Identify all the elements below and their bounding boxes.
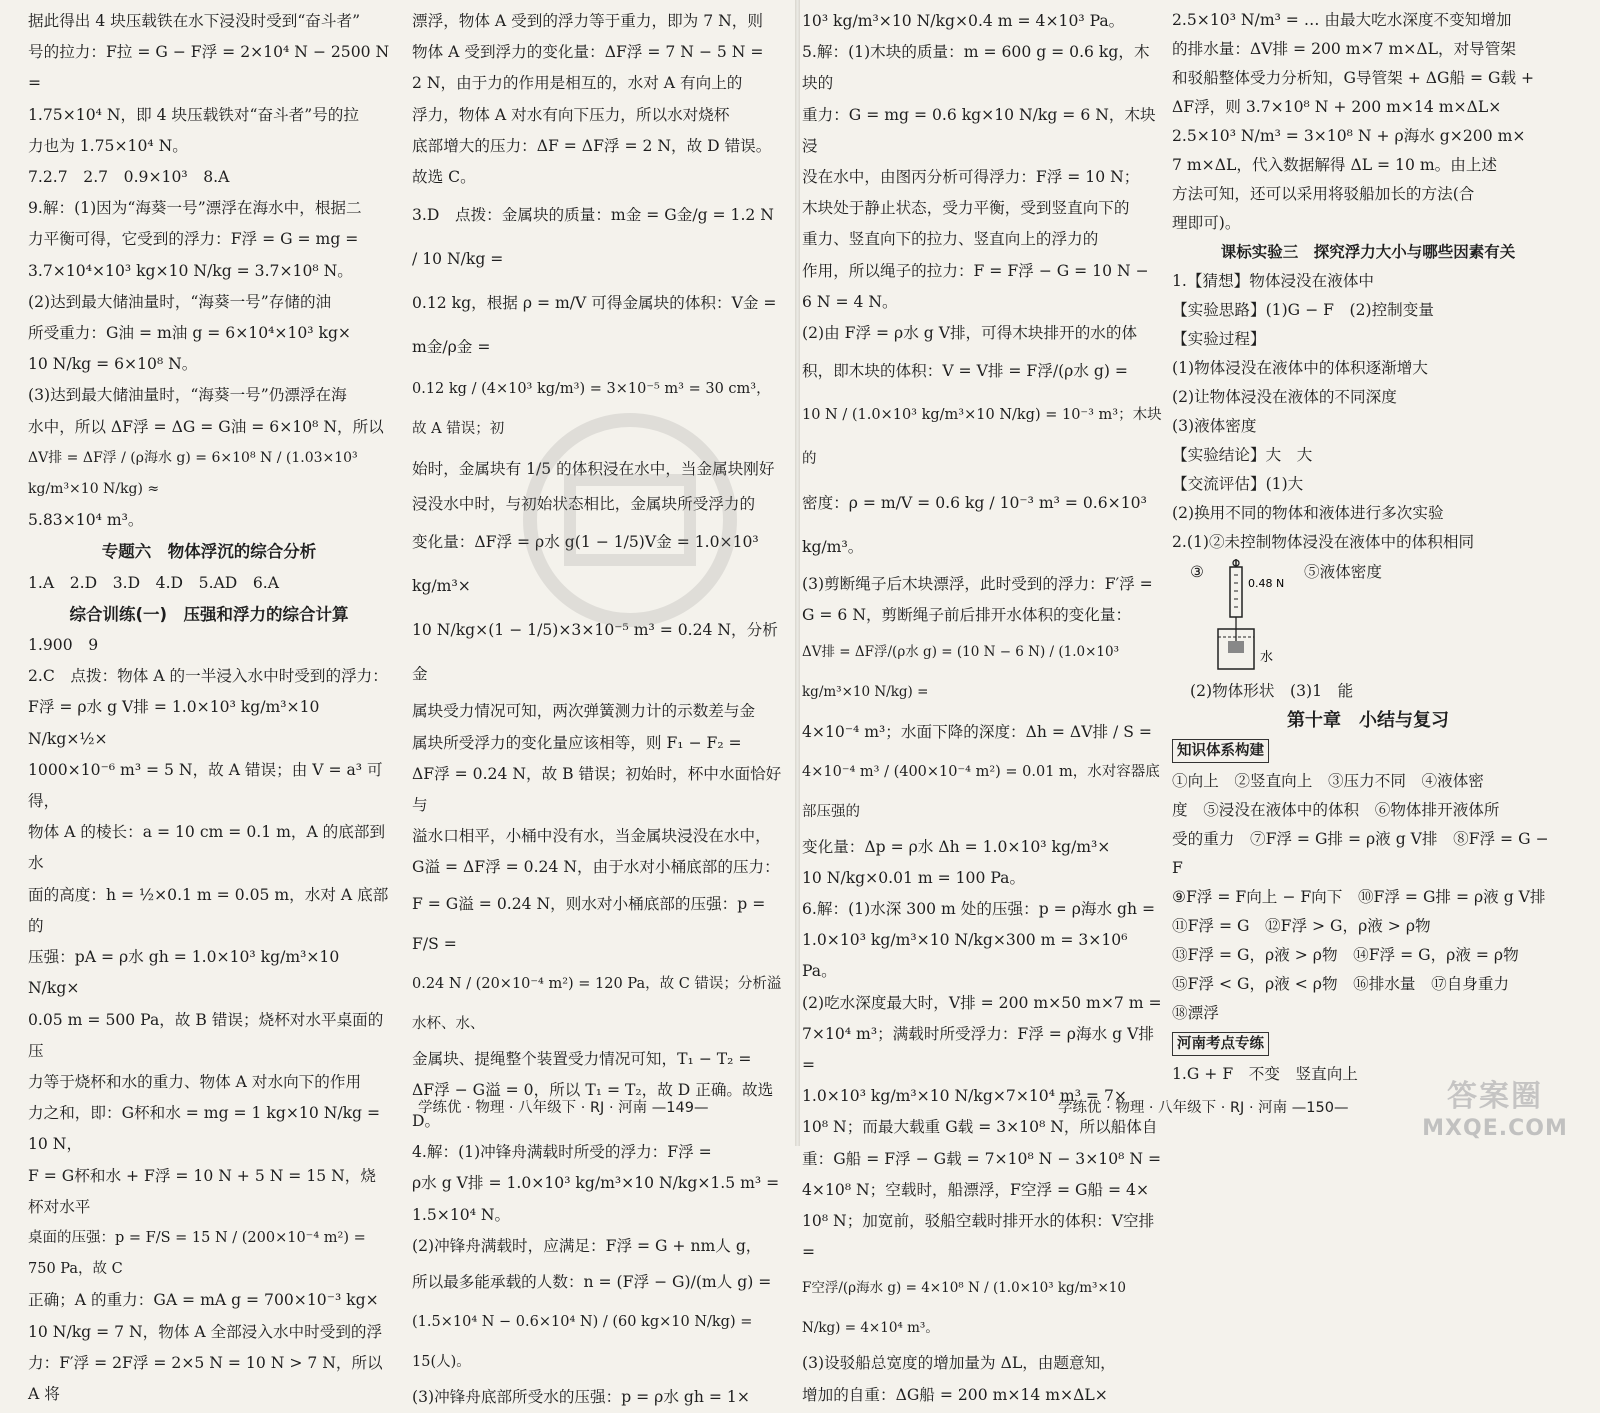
text-line: 5.83×10⁴ m³。 <box>28 511 144 530</box>
spring-scale-diagram <box>1208 557 1298 675</box>
left-page <box>0 0 795 1407</box>
text-line: 10⁸ N；加宽前，驳船空载时排开水的体积：V空排 = <box>802 1212 1155 1262</box>
text-line: 2.5×10³ N/m³ = 3×10⁸ N + ρ海水 g×200 m× <box>1172 127 1526 145</box>
text-line: 度 ⑤浸没在液体中的体积 ⑥物体排开液体所 <box>1172 801 1500 819</box>
formula-line: 0.24 N / (20×10⁻⁴ m²) = 120 Pa，故 C 错误；分析溢水杯、水、 <box>412 975 782 1032</box>
text-line: 力平衡可得，它受到的浮力：F浮 = G = mg = <box>28 230 359 249</box>
text-line: (2)冲锋舟满载时，应满足：F浮 = G + nm人 g， <box>412 1236 762 1255</box>
text-line: 号的拉力：F拉 = G − F浮 = 2×10⁴ N − 2500 N = <box>28 43 390 93</box>
text-line: 底部增大的压力：ΔF = ΔF浮 = 2 N，故 D 错误。 <box>412 136 772 155</box>
text-line: 【实验思路】(1)G − F (2)控制变量 <box>1172 301 1434 319</box>
formula-line: 4×10⁻⁴ m³ / (400×10⁻⁴ m²) = 0.01 m，水对容器底部压强的 <box>802 763 1160 820</box>
text-line: 重力、竖直向下的拉力、竖直向上的浮力的 <box>802 230 1099 249</box>
text-line: 重：G船 = F浮 − G载 = 7×10⁸ N − 3×10⁸ N = <box>802 1149 1162 1168</box>
text-line: 力也为 1.75×10⁴ N。 <box>28 136 188 155</box>
formula-line: 0.12 kg，根据 ρ = m/V 可得金属块的体积：V金 = m金/ρ金 = <box>412 294 777 357</box>
stamp-title: 答案圈 <box>1447 1079 1543 1114</box>
text-line: 压强：pA = ρ水 gh = 1.0×10³ kg/m³×10 N/kg× <box>28 948 340 998</box>
text-line: 【实验结论】大 大 <box>1172 446 1313 464</box>
page-footer-149: 学练优 · 物理 · 八年级下 · RJ · 河南 —149— <box>418 1100 709 1116</box>
formula-line: ΔV排 = ΔF浮 / (ρ海水 g) = 6×10⁸ N / (1.03×10³ kg/m³×10 N/kg) ≈ <box>28 449 358 498</box>
text-line: 9.解：(1)因为“海葵一号”漂浮在海水中，根据二 <box>28 199 362 218</box>
section-heading: 专题六 物体浮沉的综合分析 <box>101 542 317 562</box>
text-line: 1.0×10³ kg/m³×10 N/kg×300 m = 3×10⁶ Pa。 <box>802 931 1128 981</box>
text-line: ⑮F浮 < G，ρ液 < ρ物 ⑯排水量 ⑰自身重力 <box>1172 975 1510 993</box>
text-line: 10 N/kg = 6×10⁸ N。 <box>28 355 198 374</box>
text-line: 力之和，即：G杯和水 = mg = 1 kg×10 N/kg = 10 N， <box>28 1104 381 1154</box>
text-line: (2)物体形状 (3)1 能 <box>1190 682 1354 700</box>
text-line: (2)换用不同的物体和液体进行多次实验 <box>1172 504 1444 522</box>
formula-line: 10 N / (1.0×10³ kg/m³×10 N/kg) = 10⁻³ m³；木块的 <box>802 407 1162 468</box>
spring-scale-diagram-row <box>1172 557 1564 677</box>
formula-line: 桌面的压强：p = F/S = 15 N / (200×10⁻⁴ m²) = 750 Pa，故 C <box>28 1229 366 1278</box>
formula-line: 3.D 点拨：金属块的质量：m金 = G金/g = 1.2 N / 10 N/kg = <box>412 206 774 269</box>
column-3 <box>802 6 1164 1404</box>
text-line: (2)让物体浸没在液体的不同深度 <box>1172 388 1397 406</box>
text-line: 1000×10⁻⁶ m³ = 5 N，故 A 错误；由 V = a³ 可得， <box>28 760 383 811</box>
text-line: 漂浮，物体 A 受到的浮力等于重力，即为 7 N，则 <box>412 12 763 30</box>
text-line: (2)吃水深度最大时，V排 = 200 m×50 m×7 m = <box>802 993 1162 1012</box>
stamp-url: MXQE.COM <box>1422 1116 1568 1141</box>
text-line: F浮 = ρ水 g V排 = 1.0×10³ kg/m³×10 N/kg×½× <box>28 698 320 748</box>
text-line: F = G杯和水 + F浮 = 10 N + 5 N = 15 N，烧杯对水平 <box>28 1166 376 1216</box>
text-line: 4.解：(1)冲锋舟满载时所受的浮力：F浮 = <box>412 1143 712 1162</box>
text-line: (3)设驳船总宽度的增加量为 ΔL，由题意知， <box>802 1354 1116 1373</box>
formula-line: 积，即木块的体积：V = V排 = F浮/(ρ水 g) = <box>802 362 1128 381</box>
text-line: ΔF浮 = 0.24 N，故 B 错误；初始时，杯中水面恰好与 <box>412 764 782 815</box>
text-line: (1)物体浸没在液体中的体积逐渐增大 <box>1172 359 1428 377</box>
text-line: 属块所受浮力的变化量应该相等，则 F₁ − F₂ = <box>412 733 742 752</box>
text-line: 1.G + F 不变 竖直向上 <box>1172 1065 1358 1083</box>
text-line: ⑱漂浮 <box>1172 1004 1219 1022</box>
text-line: 1.5×10⁴ N。 <box>412 1205 511 1224</box>
text-line: 1.0×10³ kg/m³×10 N/kg×7×10⁴ m³ = 7× <box>802 1087 1127 1106</box>
text-line: 和驳船整体受力分析知，G导管架 + ΔG船 = G载 + <box>1172 69 1535 87</box>
text-line: 【实验过程】 <box>1172 330 1266 348</box>
text-line: 6.解：(1)水深 300 m 处的压强：p = ρ海水 gh = <box>802 900 1156 919</box>
text-line: 水中，所以 ΔF浮 = ΔG = G油 = 6×10⁸ N，所以 <box>28 417 384 436</box>
formula-line: (1.5×10⁴ N − 0.6×10⁴ N) / (60 kg×10 N/kg) = 15(人)。 <box>412 1314 753 1371</box>
text-line: ⑬F浮 = G，ρ液 > ρ物 ⑭F浮 = G，ρ液 = ρ物 <box>1172 946 1519 964</box>
text-line: 2 N，由于力的作用是相互的，水对 A 有向上的 <box>412 74 743 93</box>
text-line: 物体 A 的棱长：a = 10 cm = 0.1 m，A 的底部到水 <box>28 823 386 873</box>
diagram-prefix: ③ <box>1190 563 1204 581</box>
text-line: 浮力，物体 A 对水有向下压力，所以水对烧杯 <box>412 105 730 124</box>
water-label: 水 <box>1259 650 1273 665</box>
text-line: 10 N/kg×0.01 m = 100 Pa。 <box>802 868 1026 887</box>
text-line: (3)液体密度 <box>1172 417 1257 435</box>
text-line: (3)冲锋舟底部所受水的压强：p = ρ水 gh = 1× <box>412 1388 750 1407</box>
text-line: 所受重力：G油 = m油 g = 6×10⁴×10³ kg× <box>28 324 351 343</box>
text-line: 2.5×10³ N/m³ = … 由最大吃水深度不变知增加 <box>1172 11 1512 29</box>
text-line: 6 N = 4 N。 <box>802 292 898 311</box>
text-line: G溢 = ΔF浮 = 0.24 N，由于水对小桶底部的压力： <box>412 858 780 877</box>
text-line: (3)达到最大储油量时，“海葵一号”仍漂浮在海 <box>28 386 347 405</box>
text-line: (3)剪断绳子后木块漂浮，此时受到的浮力：F′浮 = <box>802 575 1153 594</box>
experiment-heading: 课标实验三 探究浮力大小与哪些因素有关 <box>1220 243 1516 261</box>
text-line: 4×10⁸ N；空载时，船漂浮，F空浮 = G船 = 4× <box>802 1180 1150 1199</box>
formula-line: 变化量：ΔF浮 = ρ水 g(1 − 1/5)V金 = 1.0×10³ kg/m³× <box>412 533 759 596</box>
formula-line: 密度：ρ = m/V = 0.6 kg / 10⁻³ m³ = 0.6×10³ kg/m³。 <box>802 494 1147 557</box>
text-line: 3.7×10⁴×10³ kg×10 N/kg = 3.7×10⁸ N。 <box>28 261 353 280</box>
formula-line: F = G溢 = 0.24 N，则水对小桶底部的压强：p = F/S = <box>412 894 766 953</box>
text-line: 金属块、提绳整个装置受力情况可知，T₁ − T₂ = <box>412 1049 752 1068</box>
text-line: 【交流评估】(1)大 <box>1172 475 1304 493</box>
text-line: 变化量：Δp = ρ水 Δh = 1.0×10³ kg/m³× <box>802 837 1111 856</box>
text-line: 1.75×10⁴ N，即 4 块压载铁对“奋斗者”号的拉 <box>28 105 359 124</box>
text-line: 重力：G = mg = 0.6 kg×10 N/kg = 6 N，木块浸 <box>802 105 1156 155</box>
text-line: ⑨F浮 = F向上 − F向下 ⑩F浮 = G排 = ρ液 g V排 <box>1172 888 1546 906</box>
text-line: 理即可)。 <box>1172 214 1241 232</box>
text-line: 受的重力 ⑦F浮 = G排 = ρ液 g V排 ⑧F浮 = G − F <box>1172 830 1549 877</box>
text-line: ⑪F浮 = G ⑫F浮 > G，ρ液 > ρ物 <box>1172 917 1431 935</box>
text-line: 物体 A 受到浮力的变化量：ΔF浮 = 7 N − 5 N = <box>412 43 764 62</box>
text-line: 始时，金属块有 1/5 的体积浸在水中，当金属块刚好 <box>412 460 775 479</box>
object-block <box>1228 641 1244 653</box>
text-line: G = 6 N，剪断绳子前后排开水体积的变化量： <box>802 606 1132 625</box>
text-line: ΔF浮 − G溢 = 0，所以 T₁ = T₂，故 D 正确。故选 D。 <box>412 1080 774 1131</box>
text-line: 0.05 m = 500 Pa，故 B 错误；烧杯对水平桌面的压 <box>28 1010 384 1060</box>
text-line: 作用，所以绳子的拉力：F = F浮 − G = 10 N − <box>802 261 1149 280</box>
formula-line: 10 N/kg×(1 − 1/5)×3×10⁻⁵ m³ = 0.24 N，分析金 <box>412 621 778 684</box>
text-line: 7 m×ΔL，代入数据解得 ΔL = 10 m。由上述 <box>1172 156 1498 174</box>
formula-line: 所以最多能承载的人数：n = (F浮 − G)/(m人 g) = <box>412 1273 772 1292</box>
text-line: 的排水量：ΔV排 = 200 m×7 m×ΔL，对导管架 <box>1172 40 1516 58</box>
formula-line: 0.12 kg / (4×10³ kg/m³) = 3×10⁻⁵ m³ = 30 cm³，故 A 错误；初 <box>412 381 771 438</box>
text-line: 故选 C。 <box>412 168 476 187</box>
text-line: 2.(1)②未控制物体浸没在液体中的体积相同 <box>1172 533 1475 551</box>
text-line: 7×10⁴ m³；满载时所受浮力：F浮 = ρ海水 g V排 = <box>802 1024 1154 1075</box>
text-line: 力等于烧杯和水的重力、物体 A 对水向下的作用 <box>28 1072 362 1091</box>
page-footer-150: 学练优 · 物理 · 八年级下 · RJ · 河南 —150— <box>1058 1100 1349 1116</box>
text-line: 4×10⁻⁴ m³；水面下降的深度：Δh = ΔV排 / S = <box>802 722 1152 741</box>
text-line: (2)达到最大储油量时，“海葵一号”存储的油 <box>28 292 332 311</box>
column-4 <box>1172 6 1564 1086</box>
text-line: 木块处于静止状态，受力平衡，受到竖直向下的 <box>802 199 1130 218</box>
text-line: 面的高度：h = ½×0.1 m = 0.05 m，水对 A 底部的 <box>28 885 389 935</box>
column-1 <box>28 6 390 1403</box>
text-line: 正确；A 的重力：GA = mA g = 700×10⁻³ kg× <box>28 1291 379 1310</box>
corner-stamp <box>1400 1080 1590 1142</box>
text-line: 力：F′浮 = 2F浮 = 2×5 N = 10 N > 7 N，所以 A 将 <box>28 1353 383 1403</box>
text-line: 10 N/kg = 7 N，物体 A 全部浸入水中时受到的浮 <box>28 1322 383 1341</box>
right-page <box>800 0 1600 1404</box>
text-line: 溢水口相平，小桶中没有水，当金属块浸没在水中， <box>412 827 771 846</box>
answer-line: 7.2.7 2.7 0.9×10³ 8.A <box>28 168 230 187</box>
answer-line: 1.A 2.D 3.D 4.D 5.AD 6.A <box>28 573 280 592</box>
knowledge-box-label: 知识体系构建 <box>1172 739 1269 763</box>
formula-line: F空浮/(ρ海水 g) = 4×10⁸ N / (1.0×10³ kg/m³×10 N/kg) = 4×10⁴ m³。 <box>802 1280 1126 1337</box>
text-line: 10³ kg/m³×10 N/kg×0.4 m = 4×10³ Pa。 <box>802 12 1125 30</box>
diagram-after-text: ⑤液体密度 <box>1303 563 1382 581</box>
formula-line: ΔV排 = ΔF浮/(ρ水 g) = (10 N − 6 N) / (1.0×10³ kg/m³×10 N/kg) = <box>802 643 1120 700</box>
text-line: 浸没水中时，与初始状态相比，金属块所受浮力的 <box>412 495 756 514</box>
text-line: 据此得出 4 块压载铁在水下浸没时受到“奋斗者” <box>28 12 361 30</box>
answer-line: 1.900 9 <box>28 636 99 655</box>
text-line: ΔF浮，则 3.7×10⁸ N + 200 m×14 m×ΔL× <box>1172 98 1502 116</box>
text-line: 属块受力情况可知，两次弹簧测力计的示数差与金 <box>412 702 756 721</box>
chapter-title: 第十章 小结与复习 <box>1287 710 1449 731</box>
text-line: ①向上 ②竖直向上 ③压力不同 ④液体密 <box>1172 772 1484 790</box>
text-line: 增加的自重：ΔG船 = 200 m×14 m×ΔL× <box>802 1385 1108 1404</box>
text-line: ρ水 g V排 = 1.0×10³ kg/m³×10 N/kg×1.5 m³ = <box>412 1174 780 1193</box>
text-line: 5.解：(1)木块的质量：m = 600 g = 0.6 kg，木块的 <box>802 43 1150 93</box>
scale-reading: 0.48 N <box>1247 577 1285 590</box>
text-line: 方法可知，还可以采用将驳船加长的方法(合 <box>1172 185 1475 203</box>
henan-box-label: 河南考点专练 <box>1172 1032 1269 1056</box>
text-line: (2)由 F浮 = ρ水 g V排，可得木块排开的水的体 <box>802 324 1138 343</box>
text-line: 没在水中，由图丙分析可得浮力：F浮 = 10 N； <box>802 168 1140 187</box>
text-line: 10⁸ N；而最大载重 G载 = 3×10⁸ N，所以船体自 <box>802 1118 1158 1137</box>
text-line: 1.【猜想】物体浸没在液体中 <box>1172 272 1375 290</box>
section-heading: 综合训练(一) 压强和浮力的综合计算 <box>69 604 349 624</box>
text-line: 2.C 点拨：物体 A 的一半浸入水中时受到的浮力： <box>28 667 388 686</box>
